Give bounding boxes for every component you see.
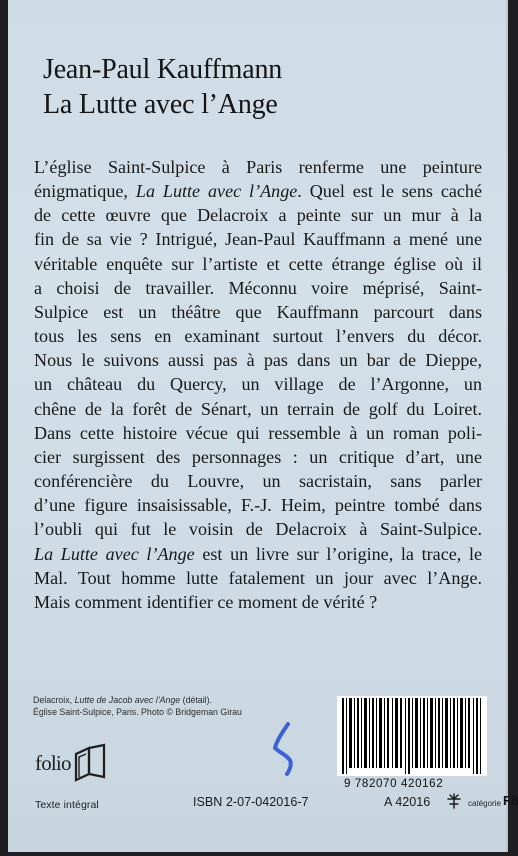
credit-text: (détail).	[180, 695, 212, 705]
title-block	[43, 52, 463, 122]
category-label: catégorie	[468, 799, 501, 808]
book-title: La Lutte avec l’Ange	[43, 89, 278, 120]
credit-line: Église Saint-Sulpice, Paris. Photo © Bridgeman Girau	[33, 707, 242, 717]
blurb-line-part: est un livre sur l’origine, la trace, le	[194, 543, 482, 564]
blurb-line-part: . Quel est le sens caché	[297, 181, 482, 202]
blurb-line: d’une figure insaisissable, F.-J. Heim, peintre tombé dans	[34, 495, 482, 516]
blurb-line: Mais comment identifier ce moment de vérité ?	[34, 591, 378, 612]
book-back-cover	[8, 0, 518, 852]
blurb-line: tous les sens en examinant surtout l’envers du décor.	[34, 326, 482, 347]
book-code: A 42016	[384, 795, 431, 809]
barcode-lines-icon	[337, 696, 487, 776]
blurb-line: un château du Quercy, un village de l’Argonne, un	[34, 374, 482, 395]
blurb-text	[34, 155, 482, 614]
logo-text: folio	[35, 751, 71, 775]
blurb-line: Sulpice est un théâtre que Kauffmann parcourt dans	[34, 301, 482, 322]
author-name: Jean-Paul Kauffmann	[43, 54, 283, 85]
folio-mark-icon	[73, 742, 111, 784]
text-integral-label: Texte intégral	[35, 799, 99, 811]
price-mark-icon	[445, 792, 463, 810]
blurb-line: L’église Saint-Sulpice à Paris renferme une peinture	[34, 157, 482, 177]
folio-logo	[35, 738, 113, 794]
blurb-line: chêne de la forêt de Sénart, un terrain de golf du Loiret.	[34, 398, 482, 419]
barcode	[337, 696, 487, 776]
blurb-line-part: énigmatique,	[34, 181, 136, 202]
isbn-number: ISBN 2-07-042016-7	[193, 795, 309, 809]
book-title-inline: La Lutte avec l’Ange	[135, 181, 298, 202]
blurb-line	[34, 179, 482, 203]
blurb-line: véritable enquête sur l’artiste et cette étrange église où il	[34, 253, 482, 274]
credit-line	[33, 694, 288, 706]
blurb-line: Mal. Tout homme lutte fatalement un jour avec l’Ange.	[34, 567, 482, 588]
blurb-line: Nous le suivons aussi pas à pas dans un bar de Dieppe,	[34, 350, 482, 371]
photo-credit	[33, 694, 288, 718]
artwork-title: Lutte de Jacob avec l’Ange	[74, 695, 181, 705]
blurb-line: Dans cette histoire vécue qui ressemble à un roman poli-	[34, 422, 482, 443]
category-value: F8	[503, 793, 518, 808]
barcode-digits: 9 782070 420162	[344, 777, 444, 790]
blurb-line	[34, 542, 482, 566]
blurb-line: l’oubli qui fut le voisin de Delacroix à Saint-Sulpice.	[34, 519, 482, 540]
credit-text: Delacroix,	[33, 695, 75, 705]
blurb-line: fin de sa vie ? Intrigué, Jean-Paul Kauffmann a mené une	[34, 229, 482, 250]
blurb-line: a choisi de travailler. Méconnu voire méprisé, Saint-	[34, 277, 482, 298]
blurb-line: de cette œuvre que Delacroix a peinte sur un mur à la	[34, 205, 482, 226]
blurb-line: cier surgissent des personnages : un critique d’art, une	[34, 446, 482, 467]
blurb-line: conférencière du Louvre, un sacristain, sans parler	[34, 471, 482, 492]
pen-mark-icon	[269, 719, 305, 779]
book-title-inline: La Lutte avec l’Ange	[34, 543, 195, 564]
